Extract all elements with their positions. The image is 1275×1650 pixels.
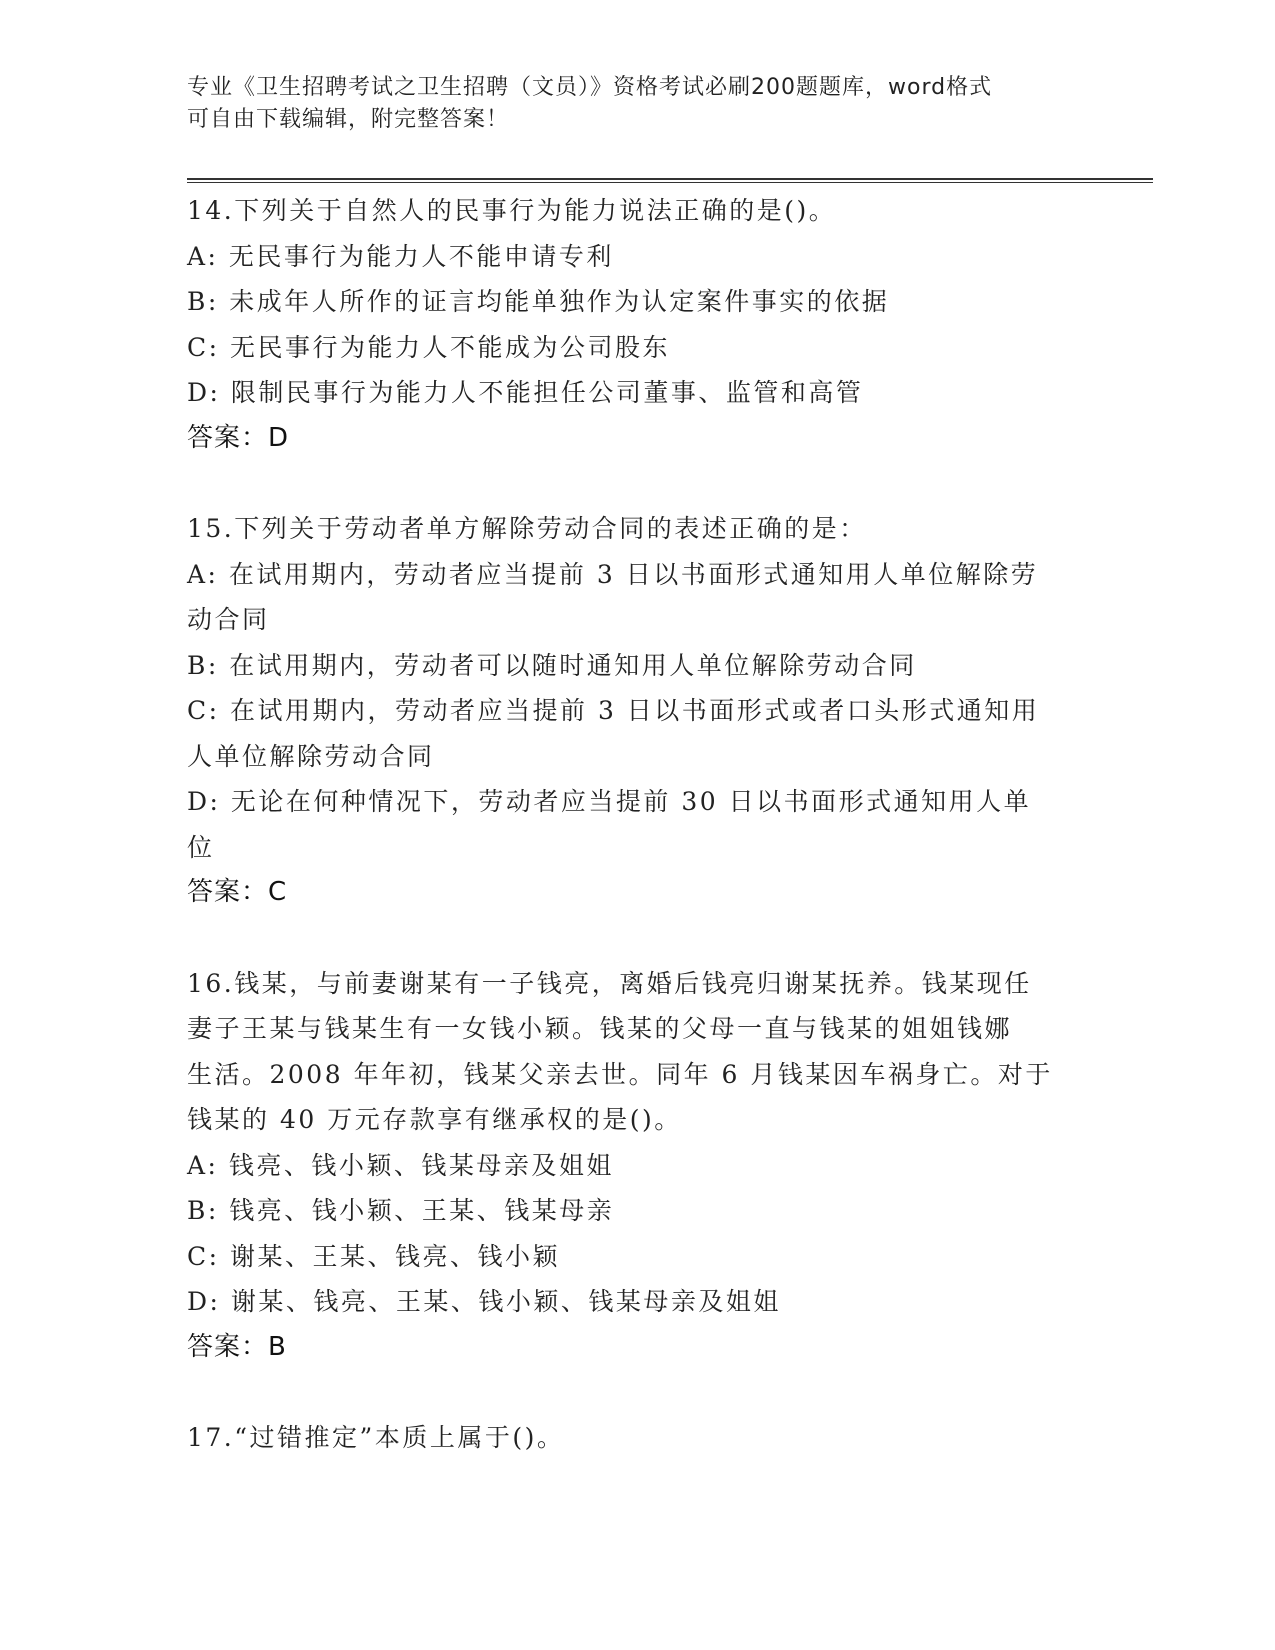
page-header bbox=[187, 72, 1067, 136]
option-d-continued: 位 bbox=[187, 832, 215, 862]
option-a: A: 钱亮、钱小颖、钱某母亲及姐姐 bbox=[187, 1150, 614, 1180]
question-stem-continued: 妻子王某与钱某生有一女钱小颖。钱某的父母一直与钱某的姐姐钱娜 bbox=[187, 1014, 1013, 1043]
question-spacer bbox=[187, 1370, 1087, 1415]
question-17 bbox=[187, 1415, 1087, 1461]
question-spacer bbox=[187, 916, 1087, 961]
question-stem-continued: 生活。2008 年年初，钱某父亲去世。同年 6 月钱某因车祸身亡。对于 bbox=[187, 1059, 1053, 1089]
option-d: D: 限制民事行为能力人不能担任公司董事、监管和高管 bbox=[187, 378, 864, 407]
answer-label: 答案：C bbox=[187, 877, 288, 907]
question-stem-continued: 钱某的 40 万元存款享有继承权的是()。 bbox=[187, 1105, 682, 1134]
header-line-2: 可自由下载编辑，附完整答案！ bbox=[187, 107, 510, 132]
option-b: B: 在试用期内，劳动者可以随时通知用人单位解除劳动合同 bbox=[187, 650, 917, 680]
option-c: C: 在试用期内，劳动者应当提前 3 日以书面形式或者口头形式通知用 bbox=[187, 696, 1040, 725]
option-c-continued: 人单位解除劳动合同 bbox=[187, 741, 435, 771]
question-stem: 14.下列关于自然人的民事行为能力说法正确的是()。 bbox=[187, 196, 837, 225]
question-spacer bbox=[187, 461, 1087, 506]
option-a: A: 在试用期内，劳动者应当提前 3 日以书面形式通知用人单位解除劳 bbox=[187, 559, 1039, 589]
question-15 bbox=[187, 506, 1087, 916]
option-c: C: 无民事行为能力人不能成为公司股东 bbox=[187, 332, 670, 362]
option-b: B: 未成年人所作的证言均能单独作为认定案件事实的依据 bbox=[187, 287, 890, 316]
question-stem: 15.下列关于劳动者单方解除劳动合同的表述正确的是： bbox=[187, 514, 867, 543]
option-a-continued: 动合同 bbox=[187, 605, 270, 634]
option-b: B: 钱亮、钱小颖、王某、钱某母亲 bbox=[187, 1196, 615, 1225]
question-14 bbox=[187, 188, 1087, 461]
question-16 bbox=[187, 961, 1087, 1371]
header-line-1: 专业《卫生招聘考试之卫生招聘（文员）》资格考试必刷200题题库，word格式 bbox=[187, 75, 993, 100]
header-divider bbox=[187, 178, 1153, 183]
question-list bbox=[187, 188, 1087, 1461]
option-a: A: 无民事行为能力人不能申请专利 bbox=[187, 241, 614, 271]
answer-label: 答案：B bbox=[187, 1331, 287, 1362]
option-d: D: 谢某、钱亮、王某、钱小颖、钱某母亲及姐姐 bbox=[187, 1287, 781, 1316]
question-stem: 16.钱某，与前妻谢某有一子钱亮，离婚后钱亮归谢某抚养。钱某现任 bbox=[187, 968, 1032, 998]
answer-label: 答案：D bbox=[187, 422, 290, 453]
option-c: C: 谢某、王某、钱亮、钱小颖 bbox=[187, 1241, 560, 1271]
option-d: D: 无论在何种情况下，劳动者应当提前 30 日以书面形式通知用人单 bbox=[187, 787, 1032, 816]
question-stem: 17.“过错推定”本质上属于()。 bbox=[187, 1423, 565, 1452]
